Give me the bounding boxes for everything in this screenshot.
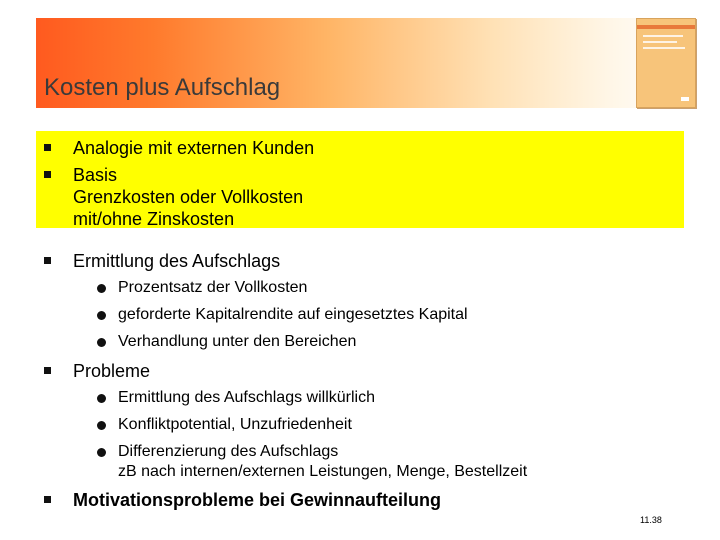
book-cover-line bbox=[643, 47, 685, 49]
sub-willkuerlich: Ermittlung des Aufschlags willkürlich bbox=[118, 389, 375, 406]
square-bullet bbox=[44, 367, 51, 374]
bullet-probleme: Probleme bbox=[73, 361, 151, 381]
bullet-ermittlung: Ermittlung des Aufschlags bbox=[73, 251, 281, 271]
book-cover-thumbnail bbox=[636, 18, 696, 108]
bullet-motivationsprobleme: Motivationsprobleme bei Gewinnaufteilung bbox=[73, 490, 442, 510]
sub-konfliktpotential: Konfliktpotential, Unzufriedenheit bbox=[118, 416, 352, 433]
square-bullet bbox=[44, 257, 51, 264]
book-cover-stripe bbox=[637, 25, 695, 29]
book-cover-line bbox=[643, 35, 683, 37]
round-bullet bbox=[97, 448, 106, 457]
bullet-basis-line3: mit/ohne Zinskosten bbox=[73, 209, 235, 229]
book-cover-badge bbox=[681, 97, 689, 101]
bullet-basis: Basis bbox=[73, 165, 118, 185]
square-bullet bbox=[44, 171, 51, 178]
book-cover-line bbox=[643, 41, 677, 43]
sub-kapitalrendite: geforderte Kapitalrendite auf eingesetztes Kapital bbox=[118, 306, 468, 323]
round-bullet bbox=[97, 394, 106, 403]
bullet-basis-line2: Grenzkosten oder Vollkosten bbox=[73, 187, 304, 207]
sub-verhandlung: Verhandlung unter den Bereichen bbox=[118, 333, 357, 350]
sub-prozentsatz: Prozentsatz der Vollkosten bbox=[118, 279, 308, 296]
sub-differenzierung-detail: zB nach internen/externen Leistungen, Menge, Bestellzeit bbox=[118, 463, 528, 480]
sub-differenzierung: Differenzierung des Aufschlags bbox=[118, 443, 339, 460]
bullet-analogie: Analogie mit externen Kunden bbox=[73, 138, 315, 158]
round-bullet bbox=[97, 421, 106, 430]
round-bullet bbox=[97, 311, 106, 320]
round-bullet bbox=[97, 338, 106, 347]
square-bullet bbox=[44, 496, 51, 503]
square-bullet bbox=[44, 144, 51, 151]
page-number: 11.38 bbox=[640, 515, 662, 525]
round-bullet bbox=[97, 284, 106, 293]
slide-title: Kosten plus Aufschlag bbox=[44, 74, 281, 101]
